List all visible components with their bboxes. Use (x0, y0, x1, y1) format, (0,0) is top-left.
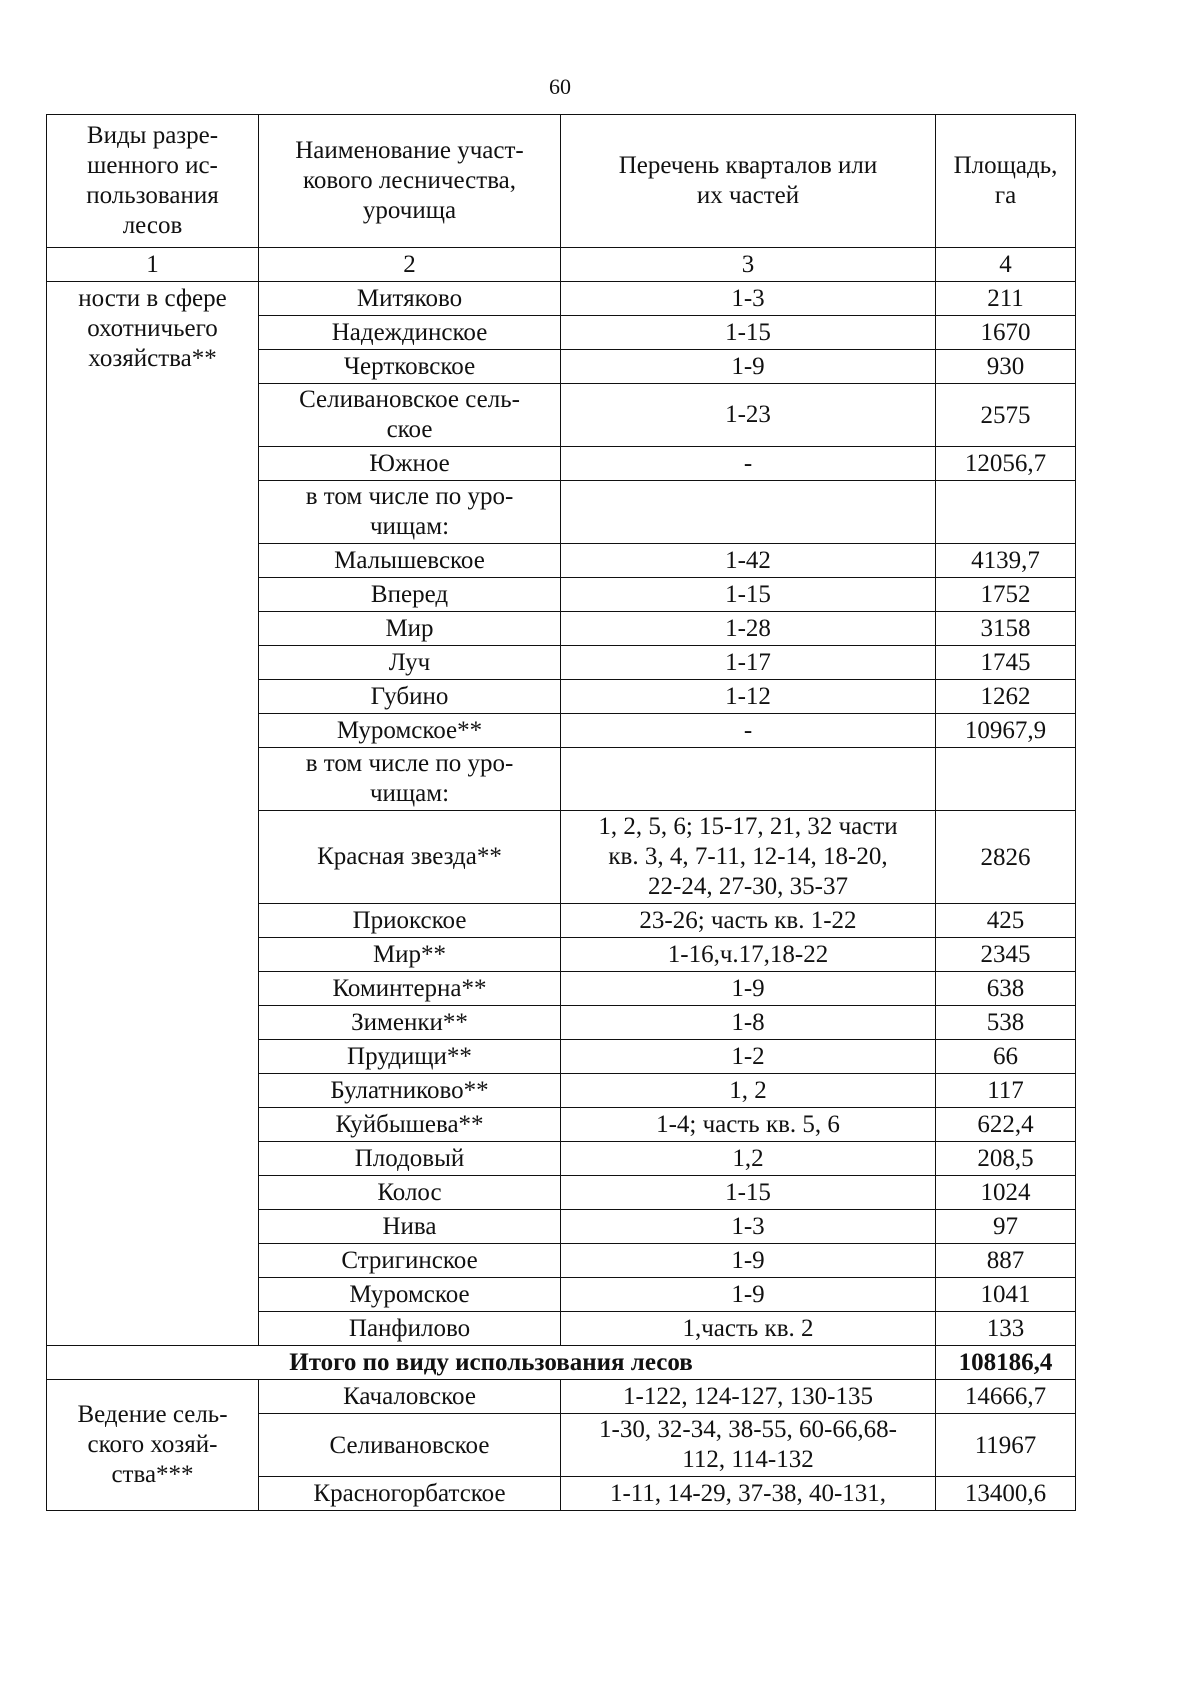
quarters-cell: 1-9 (561, 350, 936, 384)
forestry-name-cell: Вперед (259, 578, 561, 612)
column-number: 4 (936, 248, 1076, 282)
forestry-name-cell: Селивановское (259, 1414, 561, 1477)
total-row (47, 1346, 1076, 1380)
area-cell: 425 (936, 904, 1076, 938)
quarters-cell: 1, 2, 5, 6; 15-17, 21, 32 части кв. 3, 4, 7-11, 12-14, 18-20, 22-24, 27-30, 35-37 (561, 811, 936, 904)
area-cell: 4139,7 (936, 544, 1076, 578)
area-cell: 1041 (936, 1278, 1076, 1312)
forestry-name-cell: Панфилово (259, 1312, 561, 1346)
total-area: 108186,4 (936, 1346, 1076, 1380)
quarters-cell: 1-15 (561, 316, 936, 350)
forestry-name-cell: Мир (259, 612, 561, 646)
forestry-name-cell: Куйбышева** (259, 1108, 561, 1142)
table-row (47, 1380, 1076, 1414)
quarters-cell: 1-3 (561, 1210, 936, 1244)
forestry-name-cell: Мир** (259, 938, 561, 972)
quarters-cell: 23-26; часть кв. 1-22 (561, 904, 936, 938)
forestry-name-cell: Зименки** (259, 1006, 561, 1040)
quarters-cell: 1-15 (561, 578, 936, 612)
forestry-name-cell: Стригинское (259, 1244, 561, 1278)
quarters-cell: 1, 2 (561, 1074, 936, 1108)
quarters-cell: 1-28 (561, 612, 936, 646)
area-cell: 97 (936, 1210, 1076, 1244)
area-cell: 133 (936, 1312, 1076, 1346)
page-number: 60 (549, 74, 571, 99)
area-cell: 1752 (936, 578, 1076, 612)
header-use-type: Виды разре- шенного ис- пользования лесов (47, 115, 259, 248)
quarters-cell: - (561, 714, 936, 748)
area-cell: 3158 (936, 612, 1076, 646)
column-number: 1 (47, 248, 259, 282)
area-cell (936, 748, 1076, 811)
area-cell: 13400,6 (936, 1477, 1076, 1511)
forestry-name-cell: Чертковское (259, 350, 561, 384)
quarters-cell: 1-9 (561, 1278, 936, 1312)
quarters-cell: 1-122, 124-127, 130-135 (561, 1380, 936, 1414)
quarters-cell: 1-12 (561, 680, 936, 714)
forestry-name-cell: в том числе по уро- чищам: (259, 481, 561, 544)
quarters-cell: 1-42 (561, 544, 936, 578)
area-cell: 2826 (936, 811, 1076, 904)
total-label: Итого по виду использования лесов (47, 1346, 936, 1380)
area-cell: 2575 (936, 384, 1076, 447)
forestry-name-cell: Булатниково** (259, 1074, 561, 1108)
area-cell: 12056,7 (936, 447, 1076, 481)
quarters-cell: 1-9 (561, 972, 936, 1006)
area-cell: 538 (936, 1006, 1076, 1040)
forestry-name-cell: Прудищи** (259, 1040, 561, 1074)
header-area: Площадь, га (936, 115, 1076, 248)
quarters-cell: - (561, 447, 936, 481)
area-cell: 638 (936, 972, 1076, 1006)
area-cell: 1024 (936, 1176, 1076, 1210)
use-type-label: ности в сфере охотничьего хозяйства** (47, 282, 259, 1346)
header-forestry-name: Наименование участ- кового лесничества, урочища (259, 115, 561, 248)
area-cell: 887 (936, 1244, 1076, 1278)
quarters-cell: 1-8 (561, 1006, 936, 1040)
area-cell: 117 (936, 1074, 1076, 1108)
area-cell: 211 (936, 282, 1076, 316)
area-cell (936, 481, 1076, 544)
area-cell: 930 (936, 350, 1076, 384)
quarters-cell: 1-17 (561, 646, 936, 680)
quarters-cell: 1-23 (561, 384, 936, 447)
forestry-name-cell: Селивановское сель- ское (259, 384, 561, 447)
forestry-name-cell: Малышевское (259, 544, 561, 578)
area-cell: 1745 (936, 646, 1076, 680)
forestry-name-cell: Плодовый (259, 1142, 561, 1176)
quarters-cell: 1-4; часть кв. 5, 6 (561, 1108, 936, 1142)
quarters-cell: 1-9 (561, 1244, 936, 1278)
area-cell: 11967 (936, 1414, 1076, 1477)
area-cell: 66 (936, 1040, 1076, 1074)
forestry-name-cell: Качаловское (259, 1380, 561, 1414)
forestry-name-cell: Надеждинское (259, 316, 561, 350)
area-cell: 1262 (936, 680, 1076, 714)
forestry-name-cell: Южное (259, 447, 561, 481)
area-cell: 622,4 (936, 1108, 1076, 1142)
quarters-cell: 1,часть кв. 2 (561, 1312, 936, 1346)
forestry-name-cell: Красная звезда** (259, 811, 561, 904)
quarters-cell (561, 748, 936, 811)
forestry-name-cell: Колос (259, 1176, 561, 1210)
forestry-name-cell: Митяково (259, 282, 561, 316)
area-cell: 208,5 (936, 1142, 1076, 1176)
quarters-cell: 1,2 (561, 1142, 936, 1176)
area-cell: 10967,9 (936, 714, 1076, 748)
forestry-name-cell: Губино (259, 680, 561, 714)
quarters-cell: 1-3 (561, 282, 936, 316)
forestry-name-cell: Муромское (259, 1278, 561, 1312)
header-quarters: Перечень кварталов или их частей (561, 115, 936, 248)
forestry-name-cell: Приокское (259, 904, 561, 938)
quarters-cell (561, 481, 936, 544)
quarters-cell: 1-30, 32-34, 38-55, 60-66,68- 112, 114-132 (561, 1414, 936, 1477)
forestry-name-cell: Коминтерна** (259, 972, 561, 1006)
column-number-row (47, 248, 1076, 282)
table-row (47, 282, 1076, 316)
area-cell: 2345 (936, 938, 1076, 972)
quarters-cell: 1-16,ч.17,18-22 (561, 938, 936, 972)
area-cell: 14666,7 (936, 1380, 1076, 1414)
forestry-name-cell: Нива (259, 1210, 561, 1244)
column-number: 2 (259, 248, 561, 282)
forestry-name-cell: Муромское** (259, 714, 561, 748)
area-cell: 1670 (936, 316, 1076, 350)
forestry-name-cell: Красногорбатское (259, 1477, 561, 1511)
header-row (47, 115, 1076, 248)
forestry-name-cell: в том числе по уро- чищам: (259, 748, 561, 811)
use-type-label: Ведение сель- ского хозяй- ства*** (47, 1380, 259, 1511)
forest-use-table (46, 114, 1076, 1511)
forestry-name-cell: Луч (259, 646, 561, 680)
column-number: 3 (561, 248, 936, 282)
quarters-cell: 1-15 (561, 1176, 936, 1210)
quarters-cell: 1-2 (561, 1040, 936, 1074)
quarters-cell: 1-11, 14-29, 37-38, 40-131, (561, 1477, 936, 1511)
